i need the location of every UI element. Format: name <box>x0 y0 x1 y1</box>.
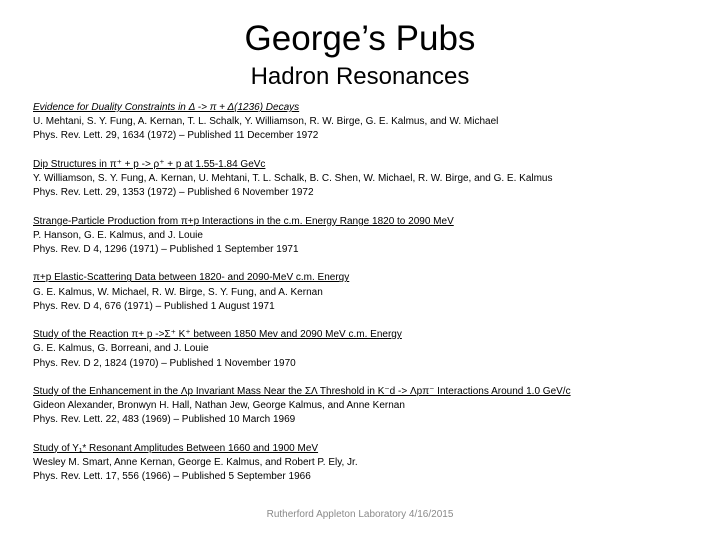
publication-title[interactable]: Dip Structures in π⁺ + p -> ρ⁺ + p at 1.55-1.84 GeVc <box>33 158 266 170</box>
publication-citation: Phys. Rev. D 4, 676 (1971) – Published 1 August 1971 <box>33 300 275 312</box>
publication-entry <box>33 271 713 314</box>
publication-entry <box>33 442 713 485</box>
publication-entry <box>33 158 713 201</box>
publication-citation: Phys. Rev. D 4, 1296 (1971) – Published 1 September 1971 <box>33 244 299 255</box>
publication-citation: Phys. Rev. Lett. 22, 483 (1969) – Published 10 March 1969 <box>33 414 296 426</box>
publication-title[interactable]: Study of the Reaction π+ p ->Σ⁺ K⁺ between 1850 Mev and 2090 MeV c.m. Energy <box>33 329 402 341</box>
publication-citation: Phys. Rev. Lett. 29, 1353 (1972) – Published 6 November 1972 <box>33 187 314 199</box>
publication-citation: Phys. Rev. Lett. 17, 556 (1966) – Published 5 September 1966 <box>33 471 311 483</box>
publication-title[interactable]: π+p Elastic-Scattering Data between 1820- and 2090-MeV c.m. Energy <box>33 272 350 284</box>
publication-title[interactable]: Study of the Enhancement in the Λp Invariant Mass Near the ΣΛ Threshold in K⁻d -> Λpπ⁻ Interactions Around 1.0 GeV/c <box>33 385 571 397</box>
publication-authors: G. E. Kalmus, W. Michael, R. W. Birge, S. Y. Fung, and A. Kernan <box>33 286 323 298</box>
slide-title: George’s Pubs <box>244 19 476 58</box>
publication-authors: Y. Williamson, S. Y. Fung, A. Kernan, U. Mehtani, T. L. Schalk, B. C. Shen, W. Michael, R. W. Birge, and G. E. Kalmus <box>33 173 553 184</box>
publication-title[interactable]: Study of Y₁* Resonant Amplitudes Between 1660 and 1900 MeV <box>33 442 319 454</box>
publication-citation: Phys. Rev. D 2, 1824 (1970) – Published 1 November 1970 <box>33 357 296 369</box>
publication-authors: Gideon Alexander, Bronwyn H. Hall, Nathan Jew, George Kalmus, and Anne Kernan <box>33 400 405 412</box>
publication-list <box>33 101 713 499</box>
publication-entry <box>33 101 713 144</box>
publication-title[interactable]: Evidence for Duality Constraints in Δ -> π + Δ(1236) Decays <box>33 102 300 113</box>
publication-authors: Wesley M. Smart, Anne Kernan, George E. Kalmus, and Robert P. Ely, Jr. <box>33 456 358 468</box>
publication-entry <box>33 215 713 258</box>
publication-citation: Phys. Rev. Lett. 29, 1634 (1972) – Published 11 December 1972 <box>33 130 319 142</box>
publication-authors: P. Hanson, G. E. Kalmus, and J. Louie <box>33 229 203 241</box>
publication-authors: U. Mehtani, S. Y. Fung, A. Kernan, T. L. Schalk, Y. Williamson, R. W. Birge, G. E. Kalmus, and W. Michael <box>33 116 499 128</box>
publication-entry <box>33 328 713 371</box>
publication-authors: G. E. Kalmus, G. Borreani, and J. Louie <box>33 343 209 355</box>
slide-subtitle: Hadron Resonances <box>250 63 470 90</box>
slide-footer: Rutherford Appleton Laboratory 4/16/2015 <box>266 509 454 520</box>
publication-entry <box>33 385 713 428</box>
publication-title[interactable]: Strange-Particle Production from π+p Interactions in the c.m. Energy Range 1820 to 2090 MeV <box>33 215 454 227</box>
